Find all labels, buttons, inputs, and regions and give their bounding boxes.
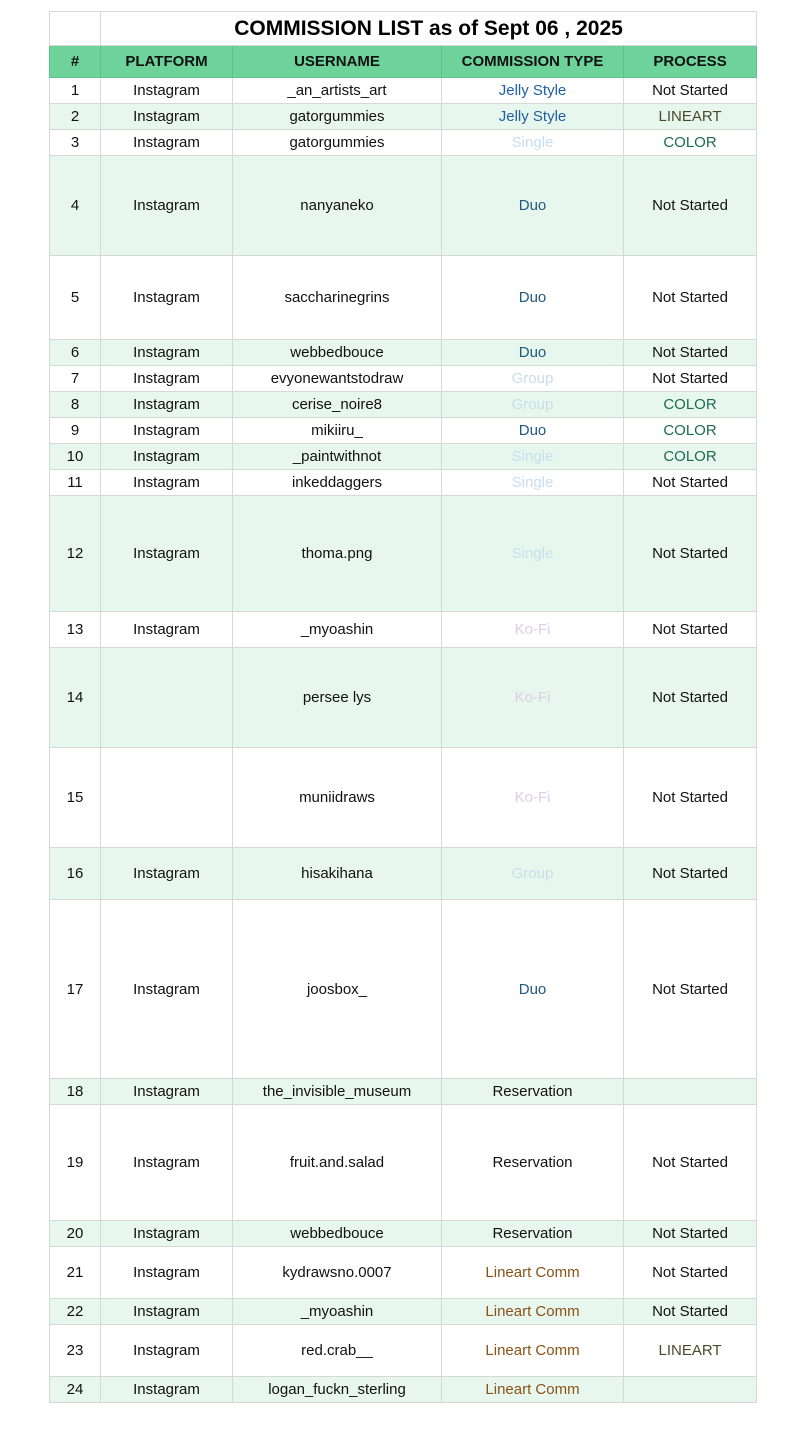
commission-type-cell[interactable]: Single <box>442 444 624 470</box>
title-row <box>50 12 757 46</box>
row-number-cell[interactable]: 18 <box>50 1079 101 1105</box>
table-row <box>50 156 757 256</box>
process-cell[interactable]: COLOR <box>624 130 757 156</box>
table-row <box>50 1247 757 1299</box>
process-cell[interactable]: Not Started <box>624 156 757 256</box>
username-cell[interactable]: kydrawsno.0007 <box>233 1247 442 1299</box>
commission-type-cell[interactable]: Ko-Fi <box>442 648 624 748</box>
commission-type-cell[interactable]: Lineart Comm <box>442 1377 624 1403</box>
commission-type-cell[interactable]: Jelly Style <box>442 104 624 130</box>
commission-type-cell[interactable]: Group <box>442 366 624 392</box>
platform-cell[interactable]: Instagram <box>101 848 233 900</box>
commission-type-cell[interactable]: Single <box>442 496 624 612</box>
commission-type-cell[interactable]: Ko-Fi <box>442 612 624 648</box>
table-row <box>50 470 757 496</box>
table-row <box>50 392 757 418</box>
sheet-title: COMMISSION LIST as of Sept 06 , 2025 <box>101 12 757 46</box>
platform-cell[interactable]: Instagram <box>101 1325 233 1377</box>
username-cell[interactable]: _paintwithnot <box>233 444 442 470</box>
row-number-cell[interactable]: 3 <box>50 130 101 156</box>
process-cell[interactable]: Not Started <box>624 1221 757 1247</box>
process-cell[interactable]: Not Started <box>624 648 757 748</box>
platform-cell[interactable]: Instagram <box>101 1377 233 1403</box>
process-cell[interactable]: COLOR <box>624 444 757 470</box>
row-number-cell[interactable]: 7 <box>50 366 101 392</box>
commission-table <box>49 11 757 1403</box>
username-cell[interactable]: muniidraws <box>233 748 442 848</box>
header-platform[interactable]: PLATFORM <box>101 46 233 78</box>
table-row <box>50 130 757 156</box>
commission-type-cell[interactable]: Duo <box>442 340 624 366</box>
table-row <box>50 1325 757 1377</box>
commission-type-cell[interactable]: Lineart Comm <box>442 1247 624 1299</box>
process-cell[interactable]: LINEART <box>624 104 757 130</box>
row-number-cell[interactable]: 2 <box>50 104 101 130</box>
process-cell[interactable]: COLOR <box>624 418 757 444</box>
platform-cell[interactable]: Instagram <box>101 1299 233 1325</box>
row-number-cell[interactable]: 1 <box>50 78 101 104</box>
row-number-cell[interactable]: 14 <box>50 648 101 748</box>
username-cell[interactable]: cerise_noire8 <box>233 392 442 418</box>
platform-cell[interactable]: Instagram <box>101 78 233 104</box>
username-cell[interactable]: gatorgummies <box>233 104 442 130</box>
username-cell[interactable]: _myoashin <box>233 612 442 648</box>
commission-type-cell[interactable]: Group <box>442 848 624 900</box>
commission-type-cell[interactable]: Duo <box>442 256 624 340</box>
header-commission-type[interactable]: COMMISSION TYPE <box>442 46 624 78</box>
process-cell[interactable]: LINEART <box>624 1325 757 1377</box>
commission-type-cell[interactable]: Duo <box>442 900 624 1079</box>
process-cell[interactable]: Not Started <box>624 848 757 900</box>
header-number[interactable]: # <box>50 46 101 78</box>
header-process[interactable]: PROCESS <box>624 46 757 78</box>
commission-type-cell[interactable]: Duo <box>442 418 624 444</box>
username-cell[interactable]: fruit.and.salad <box>233 1105 442 1221</box>
platform-cell[interactable]: Instagram <box>101 392 233 418</box>
username-cell[interactable]: webbedbouce <box>233 1221 442 1247</box>
platform-cell[interactable]: Instagram <box>101 900 233 1079</box>
username-cell[interactable]: red.crab__ <box>233 1325 442 1377</box>
username-cell[interactable]: _an_artists_art <box>233 78 442 104</box>
process-cell[interactable]: Not Started <box>624 256 757 340</box>
row-number-cell[interactable]: 23 <box>50 1325 101 1377</box>
platform-cell[interactable]: Instagram <box>101 1079 233 1105</box>
row-number-cell[interactable]: 15 <box>50 748 101 848</box>
table-row <box>50 444 757 470</box>
table-row <box>50 340 757 366</box>
platform-cell[interactable]: Instagram <box>101 470 233 496</box>
title-blank-cell <box>50 12 101 46</box>
commission-type-cell[interactable]: Single <box>442 130 624 156</box>
platform-cell[interactable]: Instagram <box>101 104 233 130</box>
username-cell[interactable]: gatorgummies <box>233 130 442 156</box>
process-cell[interactable]: Not Started <box>624 1247 757 1299</box>
username-cell[interactable]: joosbox_ <box>233 900 442 1079</box>
commission-type-cell[interactable]: Jelly Style <box>442 78 624 104</box>
commission-type-cell[interactable]: Reservation <box>442 1105 624 1221</box>
username-cell[interactable]: evyonewantstodraw <box>233 366 442 392</box>
platform-cell[interactable]: Instagram <box>101 1247 233 1299</box>
username-cell[interactable]: _myoashin <box>233 1299 442 1325</box>
header-username[interactable]: USERNAME <box>233 46 442 78</box>
table-row <box>50 648 757 748</box>
row-number-cell[interactable]: 19 <box>50 1105 101 1221</box>
process-cell[interactable]: Not Started <box>624 78 757 104</box>
commission-type-cell[interactable]: Reservation <box>442 1221 624 1247</box>
platform-cell[interactable]: Instagram <box>101 256 233 340</box>
process-cell[interactable]: Not Started <box>624 1299 757 1325</box>
platform-cell[interactable] <box>101 748 233 848</box>
row-number-cell[interactable]: 21 <box>50 1247 101 1299</box>
table-row <box>50 900 757 1079</box>
platform-cell[interactable]: Instagram <box>101 366 233 392</box>
username-cell[interactable]: thoma.png <box>233 496 442 612</box>
table-body <box>50 78 757 1403</box>
process-cell[interactable]: Not Started <box>624 748 757 848</box>
commission-type-cell[interactable]: Group <box>442 392 624 418</box>
table-row <box>50 612 757 648</box>
table-row <box>50 1221 757 1247</box>
process-cell[interactable]: Not Started <box>624 470 757 496</box>
row-number-cell[interactable]: 5 <box>50 256 101 340</box>
process-cell[interactable] <box>624 1079 757 1105</box>
username-cell[interactable]: inkeddaggers <box>233 470 442 496</box>
row-number-cell[interactable]: 24 <box>50 1377 101 1403</box>
username-cell[interactable]: persee lys <box>233 648 442 748</box>
platform-cell[interactable] <box>101 648 233 748</box>
table-row <box>50 104 757 130</box>
table-row <box>50 418 757 444</box>
table-row <box>50 748 757 848</box>
platform-cell[interactable]: Instagram <box>101 496 233 612</box>
row-number-cell[interactable]: 13 <box>50 612 101 648</box>
process-cell[interactable]: Not Started <box>624 900 757 1079</box>
commission-type-cell[interactable]: Lineart Comm <box>442 1299 624 1325</box>
commission-type-cell[interactable]: Lineart Comm <box>442 1325 624 1377</box>
username-cell[interactable]: webbedbouce <box>233 340 442 366</box>
process-cell[interactable]: COLOR <box>624 392 757 418</box>
platform-cell[interactable]: Instagram <box>101 156 233 256</box>
platform-cell[interactable]: Instagram <box>101 1105 233 1221</box>
table-row <box>50 1105 757 1221</box>
commission-type-cell[interactable]: Ko-Fi <box>442 748 624 848</box>
table-row <box>50 496 757 612</box>
username-cell[interactable]: saccharinegrins <box>233 256 442 340</box>
table-row <box>50 256 757 340</box>
row-number-cell[interactable]: 9 <box>50 418 101 444</box>
process-cell[interactable] <box>624 1377 757 1403</box>
platform-cell[interactable]: Instagram <box>101 418 233 444</box>
platform-cell[interactable]: Instagram <box>101 612 233 648</box>
username-cell[interactable]: logan_fuckn_sterling <box>233 1377 442 1403</box>
process-cell[interactable]: Not Started <box>624 1105 757 1221</box>
commission-type-cell[interactable]: Reservation <box>442 1079 624 1105</box>
username-cell[interactable]: the_invisible_museum <box>233 1079 442 1105</box>
process-cell[interactable]: Not Started <box>624 340 757 366</box>
platform-cell[interactable]: Instagram <box>101 444 233 470</box>
row-number-cell[interactable]: 17 <box>50 900 101 1079</box>
table-row <box>50 848 757 900</box>
row-number-cell[interactable]: 6 <box>50 340 101 366</box>
header-row <box>50 46 757 78</box>
platform-cell[interactable]: Instagram <box>101 130 233 156</box>
table-row <box>50 1377 757 1403</box>
table-row <box>50 1299 757 1325</box>
table-row <box>50 1079 757 1105</box>
row-number-cell[interactable]: 16 <box>50 848 101 900</box>
process-cell[interactable]: Not Started <box>624 612 757 648</box>
process-cell[interactable]: Not Started <box>624 496 757 612</box>
username-cell[interactable]: mikiiru_ <box>233 418 442 444</box>
row-number-cell[interactable]: 4 <box>50 156 101 256</box>
platform-cell[interactable]: Instagram <box>101 1221 233 1247</box>
platform-cell[interactable]: Instagram <box>101 340 233 366</box>
table-row <box>50 78 757 104</box>
row-number-cell[interactable]: 10 <box>50 444 101 470</box>
table-row <box>50 366 757 392</box>
row-number-cell[interactable]: 12 <box>50 496 101 612</box>
commission-type-cell[interactable]: Duo <box>442 156 624 256</box>
commission-type-cell[interactable]: Single <box>442 470 624 496</box>
process-cell[interactable]: Not Started <box>624 366 757 392</box>
row-number-cell[interactable]: 8 <box>50 392 101 418</box>
row-number-cell[interactable]: 11 <box>50 470 101 496</box>
username-cell[interactable]: hisakihana <box>233 848 442 900</box>
username-cell[interactable]: nanyaneko <box>233 156 442 256</box>
row-number-cell[interactable]: 22 <box>50 1299 101 1325</box>
row-number-cell[interactable]: 20 <box>50 1221 101 1247</box>
